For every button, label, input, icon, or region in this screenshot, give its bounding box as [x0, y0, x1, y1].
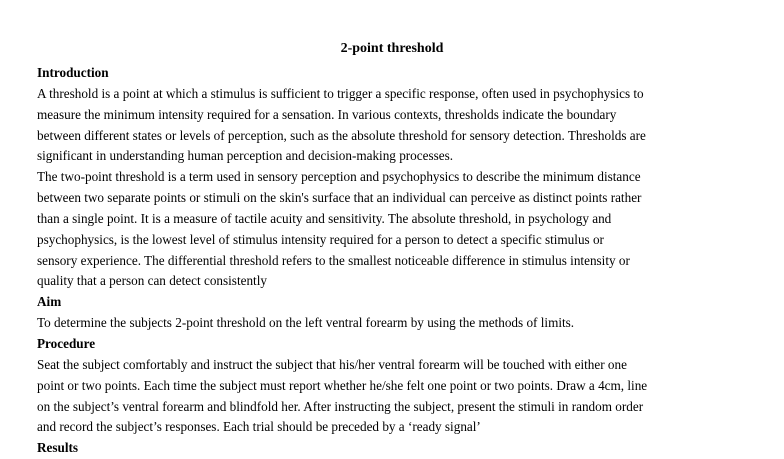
paragraph-line: sensory experience. The differential threshold refers to the smallest noticeable difference in stimulus intensity or [37, 252, 630, 268]
section-heading-procedure: Procedure [37, 335, 96, 351]
paragraph-line: between different states or levels of perception, such as the absolute threshold for sensory detection. Thresholds are [37, 127, 646, 143]
section-heading-introduction: Introduction [37, 65, 109, 80]
paragraph-line: between two separate points or stimuli on the skin's surface that an individual can perceive as distinct points rather [37, 190, 642, 206]
paragraph-line: measure the minimum intensity required for a sensation. In various contexts, thresholds indicate the boundary [37, 106, 617, 122]
section-heading-aim: Aim [37, 294, 62, 310]
paragraph-line: significant in understanding human perception and decision-making processes. [37, 148, 454, 164]
document-title: 2-point threshold [340, 41, 444, 56]
paragraph-line: on the subject’s ventral forearm and blindfold her. After instructing the subject, present the stimuli in random order [37, 398, 644, 414]
paragraph-line: A threshold is a point at which a stimulus is sufficient to trigger a specific response, often used in psychophysics to [37, 85, 644, 101]
paragraph-line: The two-point threshold is a term used in sensory perception and psychophysics to describe the minimum distance [37, 169, 641, 185]
paragraph-line: quality that a person can detect consistently [37, 273, 267, 289]
paragraph-line: Seat the subject comfortably and instruct the subject that his/her ventral forearm will be touched with either one [37, 356, 627, 372]
paragraph-line: psychophysics, is the lowest level of stimulus intensity required for a person to detect a specific stimulus or [37, 231, 604, 247]
document-body [37, 63, 757, 459]
paragraph-line: To determine the subjects 2-point threshold on the left ventral forearm by using the methods of limits. [37, 315, 575, 331]
paragraph-line: and record the subject’s responses. Each trial should be preceded by a ‘ready signal’ [37, 419, 481, 435]
paragraph-line: than a single point. It is a measure of tactile acuity and sensitivity. The absolute threshold, in psychology and [37, 210, 612, 226]
paragraph-line: point or two points. Each time the subject must report whether he/she felt one point or two points. Draw a 4cm, line [37, 377, 648, 393]
section-heading-results: Results [37, 440, 79, 456]
